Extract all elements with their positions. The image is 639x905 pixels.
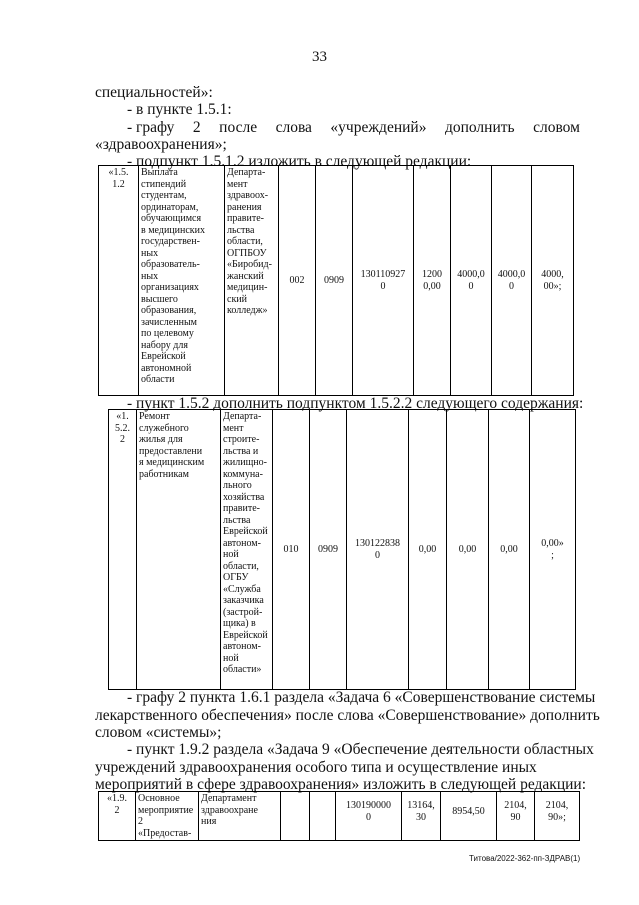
- table2-executor: Департа- мент строите- льства и жилищно- коммуна- льного хозяйства правите- льства Еврейской автоном- ной области, ОГБУ «Служба заказчика (застрой- щика) в Еврейской автоном- ной области»: [221, 410, 273, 690]
- table3-code3: 130190000 0: [336, 792, 402, 841]
- text-line-3-word: 2: [192, 119, 201, 136]
- table3-executor: Департамент здравоохране ния: [199, 792, 281, 841]
- text-line-3: [127, 119, 580, 137]
- text-line-4: «здравоохранения»;: [95, 136, 227, 153]
- text-line-12: мероприятий в сфере здравоохранения» изложить в следующей редакции:: [95, 776, 587, 793]
- table3-v3: 2104, 90: [497, 792, 535, 841]
- table1-name: Выплата стипендий студентам, ординаторам, обучающимся в медицинских государствен- ных образователь- ных организациях высшего образования, зачисленным по целевому набору для Еврейской автономной области: [139, 166, 225, 396]
- table3-code1: [281, 792, 310, 841]
- text-line-11: учреждений здравоохранения особого типа и осуществление иных: [95, 759, 537, 776]
- table1-v3: 4000,0 0: [492, 166, 532, 396]
- text-line-6: - пункт 1.5.2 дополнить подпунктом 1.5.2.2 следующего содержания:: [127, 395, 584, 412]
- table-1: [98, 165, 574, 396]
- text-line-9: словом «системы»;: [95, 724, 222, 741]
- table3-name: Основное мероприятие 2 «Предостав-: [136, 792, 199, 841]
- table1-v1: 1200 0,00: [414, 166, 451, 396]
- table2-v1: 0,00: [409, 410, 447, 690]
- table2-code2: 0909: [310, 410, 347, 690]
- table1-executor: Департа- мент здравоох- ранения правите- льства области, ОГПБОУ «Биробид- жанский медицин- ский колледж»: [225, 166, 279, 396]
- text-line-8: лекарственного обеспечения» после слова «Совершенствование» дополнить: [95, 707, 600, 724]
- table1-code2: 0909: [316, 166, 353, 396]
- table2-num: «1. 5.2. 2: [109, 410, 137, 690]
- table2-v4: 0,00» ;: [530, 410, 576, 690]
- table3-v1: 13164, 30: [402, 792, 441, 841]
- table1-num: «1.5. 1.2: [99, 166, 139, 396]
- text-line-7: - графу 2 пункта 1.6.1 раздела «Задача 6 «Совершенствование системы: [127, 689, 596, 706]
- text-line-5: - подпункт 1.5.1.2 изложить в следующей редакции:: [127, 153, 472, 170]
- document-footer-code: Титова/2022-362-пп-ЗДРАВ(1): [469, 854, 581, 863]
- table-3: [98, 791, 580, 841]
- table1-v4: 4000, 00»;: [532, 166, 574, 396]
- table2-code1: 010: [273, 410, 310, 690]
- table-2: [108, 409, 576, 690]
- table1-code3: 130110927 0: [353, 166, 414, 396]
- text-line-3-word: дополнить: [444, 119, 515, 136]
- text-line-3-word: - графу: [127, 119, 175, 136]
- table2-code3: 130122838 0: [347, 410, 409, 690]
- text-line-10: - пункт 1.9.2 раздела «Задача 9 «Обеспечение деятельности областных: [127, 741, 594, 758]
- text-line-3-word: слова: [275, 119, 312, 136]
- table3-v4: 2104, 90»;: [535, 792, 580, 841]
- text-line-3-word: после: [219, 119, 258, 136]
- text-line-3-word: словом: [533, 119, 580, 136]
- table2-v3: 0,00: [489, 410, 530, 690]
- table2-v2: 0,00: [447, 410, 489, 690]
- text-line-1: специальностей»:: [95, 84, 213, 101]
- table2-name: Ремонт служебного жилья для предоставлени я медицинским работникам: [137, 410, 221, 690]
- table1-code1: 002: [279, 166, 316, 396]
- table3-code2: [310, 792, 336, 841]
- table3-num: «1.9. 2: [99, 792, 136, 841]
- text-line-2: - в пункте 1.5.1:: [127, 101, 232, 118]
- table3-v2: 8954,50: [441, 792, 497, 841]
- page-number: 33: [312, 49, 327, 65]
- table1-v2: 4000,0 0: [451, 166, 492, 396]
- text-line-3-word: «учреждений»: [330, 119, 427, 136]
